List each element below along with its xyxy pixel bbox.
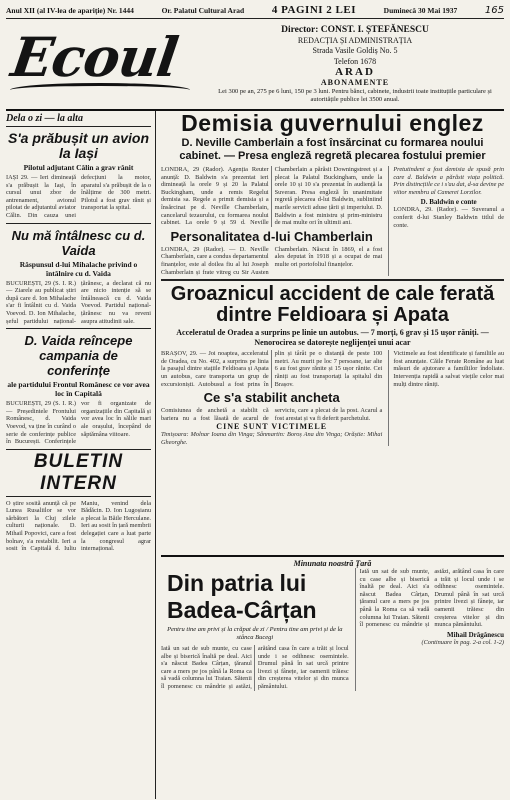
- issue-date: Duminecă 30 Mai 1937: [383, 6, 458, 15]
- ancheta-text: Comisiunea de anchetă a stabilit că bariera nu a fost lăsată de acarul de serviciu, care a plecat de la post. Acarul a fost arestat și va fi deferit parchetului.: [161, 407, 383, 422]
- accident-headline: Groaznicul accident de cale ferată dintre Feldioara și Apata: [170, 283, 495, 327]
- feature-section: [161, 555, 504, 799]
- story-vaida-conf-title: D. Vaida reîncepe campania de conferințe: [24, 333, 133, 379]
- subscription-title: ABONAMENTE: [320, 77, 390, 87]
- divider: [6, 223, 151, 224]
- accident-body: [161, 350, 382, 446]
- story-vaida-meet-sub: Răspunsul d-lui Mihalache privind o întâlnire cu d. Vaida: [19, 259, 138, 278]
- redactia-line: REDACȚIA ȘI ADMINISTRAȚIA: [297, 35, 413, 45]
- issue-info: Anul XII (al IV-lea de apariție) Nr. 1444: [6, 6, 134, 15]
- accident-article: [161, 350, 504, 446]
- feature-headline: Din patria lui Badea-Cârțan: [167, 570, 317, 623]
- main-headline: Demisia guvernului englez: [181, 111, 484, 136]
- logo-swoosh: [10, 83, 190, 97]
- baldwin-conte-title: D. Baldwin e conte: [420, 198, 477, 207]
- address-line: Strada Vasile Goldiș No. 5: [312, 46, 398, 55]
- subscription-text: Lei 300 pe an, 275 pe 6 luni, 150 pe 3 luni. Pentru bănci, cabinete, industrii toate instituțiile particulare și autoritățile publice lei 3500 anual.: [218, 88, 492, 103]
- page-content: [6, 111, 504, 799]
- chamberlain-title: Personalitatea d-lui Chamberlain: [170, 228, 373, 244]
- divider: [161, 279, 504, 281]
- main-article-body: [161, 166, 382, 276]
- buletin-title: BULETIN INTERN: [6, 449, 151, 497]
- masthead-logo-area: [6, 19, 206, 109]
- story-vaida-conf-sub: ale partidului Frontul Românesc ce vor avea loc în Capitală: [7, 380, 150, 399]
- left-column: [6, 111, 156, 799]
- top-strip: [6, 4, 504, 19]
- story-vaida-meet-text: BUCUREȘTI, 29 (S. I. R.) — Ziarele au publicat știri după care d. Ion Mihalache s'ar fi întâlnit cu d. Vaida Voevod. D. Ion Mihalache, șeful partidului național-țărănesc, a declarat că nu are nicio intenție să se întâlnească cu d. Vaida Voevod. Partidul național-țărănesc nu va reveni asupra atitudinii sale.: [6, 279, 151, 325]
- baldwin-conte-text: LONDRA, 29. (Rador). — Suveranul a conferit d-lui Stanley Baldwin titlul de conte.: [393, 206, 504, 229]
- story-plane-text: IAȘI 29. — Ieri dimineață s'a prăbușit la Iași, în cursul unui zbor de antrenament, avionul pilotat de adjutantul aviator Călin. Din cauza unei defecțiuni la motor, aparatul s'a prăbușit de la o înălțime de 300 metri. Pilotul a fost grav rănit și transportat la spital.: [6, 174, 151, 219]
- right-area: [156, 111, 504, 799]
- city-line: ARAD: [335, 66, 375, 78]
- baldwin-note: Pretutindeni a fost demisia de spusă prin care d. Baldwin a părăsit viața politică. Prin distincțiile ce i s'au dat, d-sa devine pe viitor membru al Camerei Lorzilor.: [393, 166, 504, 196]
- victims-title: CINE SUNT VICTIMELE: [216, 422, 328, 432]
- page-count: 4 PAGINI 2 LEI: [271, 4, 357, 16]
- feature-continuation: (Continuare în pag. 2-a col. 1-2): [421, 638, 504, 646]
- buletin-text: O știre sosită anunță că pe Lunea Rusaliilor se vor sărbători la Cluj zilele culturii naționale. D. Mihail Popovici, care a fost bolnav, s'a restabilit. Ieri a sosit în Capitală d. Iuliu Maniu, venind dela Bădăcin. D. Ion Lugoșianu a plecat la Băile Herculane. Ieri au sosit în țară membrii delegației care a luat parte la congresul agrar internațional.: [6, 499, 151, 553]
- story-vaida-meet-title: Nu mă întâlnesc cu d. Vaida: [11, 227, 146, 258]
- accident-side-text: Victimele au fost identificate și familiile au fost anunțate. Căile Ferate Române au luat măsuri de ajutorare a familiilor îndoliate. Intervenția rapidă a salvat viețile celor mai mulți dintre răniți.: [393, 350, 504, 388]
- feature-text: Iată un sat de sub munte, cu case albe și biserică înaltă pe deal. Aici s'a născut Badea Cârțan, țăranul care a mers pe jos până la Roma ca să vadă columna lui Traian. Sătenii îl pomenesc cu mândrie și astăzi, arătând casa în care a trăit și locul unde i se odihnesc osemintele. Drumul până în sat urcă printre livezi și fânețe, iar oamenii trăiesc din creșterea vitelor și din munca pământului.: [161, 645, 349, 690]
- accident-subhead: Acceleratul de Oradea a surprins pe linie un autobus. — 7 morți, 6 grav și 15 ușor răniți. — Nenorocirea se datorește neglijenței unui acar: [176, 328, 489, 348]
- main-side: [388, 166, 504, 276]
- victims-text: Timișoara: Molnar Ioana din Vinga; Sânmartin: Boroș Ana din Vinga; Orăștie: Mihai Gheorghe.: [161, 431, 383, 446]
- feature-signature: Mihail Drăgănescu: [447, 630, 504, 639]
- chamberlain-text: LONDRA, 29 (Rador). — D. Neville Chamberlain, care a condus departamentul finanțelor, este al doilea fiu al lui Joseph Chamberlain și frate vitreg cu Sir Austen Chamberlain. Născut în 1869, el a fost ales deputat în 1918 și a ocupat de mai multe ori portofoliul finanțelor.: [161, 245, 383, 276]
- story-vaida-conf-text: BUCUREȘTI, 29 (S. I. R.) — Președintele Frontului Românesc, d. Vaida Voevod, va ține în curând o serie de conferințe publice în București. Conferințele vor fi organizate de organizațiile din Capitală și vor avea loc în sălile mari ale orașului, începând de săptămâna viitoare.: [6, 400, 151, 446]
- phone-line: Telefon 1678: [333, 56, 377, 66]
- main-text: LONDRA, 29 (Rador). Agenția Reuter anunță: D. Baldwin s'a prezentat ieri dimineață la orele 9 și 20 la Palatul Buckingham, unde a remis Regelui demisia sa. Regele a primit demisia și a însărcinat pe d. Neville Chamberlain, cancelarul tezaurului, cu formarea noului cabinet. La orele 9 și 59 d. Neville Chamberlain a părăsit Downingstreet și a plecat la Palatul Buckingham, unde la orele 10 și 10 s'a prezentat în audiență la Suveran. Presa engleză în unanimitate regretă plecarea d-lui Baldwin, subliniind marile servicii aduse țării și imperiului. D. Baldwin a fost ministru și prim-ministru de mai multe ori în ultimii ani.: [161, 166, 383, 227]
- feature-banner: Minunata noastră Țară: [161, 555, 504, 568]
- rubric-title: Dela o zi — la alta: [6, 111, 151, 127]
- masthead-info: [206, 19, 504, 109]
- accident-text: BRAȘOV, 29. — Joi noaptea, acceleratul de Oradea, cu No. 402, a surprins pe linia la pasajul dintre stațiile Feldioara și Apata un autobus, care transporta un grup de excursioniști. Autobusul a fost prins în plin și târât pe o distanță de peste 100 metri. Au murit pe loc 7 persoane, iar alte 6 au fost grav rănite și 15 ușor rănite. Cei răniți au fost transportați la spitalul din Brașov.: [161, 350, 383, 388]
- newspaper-logo: Ecoul: [7, 25, 182, 89]
- feature-row: [161, 568, 504, 691]
- story-plane-sub: Pilotul adjutant Călin a grav rănit: [23, 163, 134, 172]
- feature-left: [161, 568, 349, 691]
- ancheta-title: Ce s'a stabilit ancheta: [203, 390, 340, 406]
- org-info: Or. Palatul Cultural Arad: [161, 6, 245, 15]
- accident-side: [388, 350, 504, 446]
- masthead: [6, 19, 504, 111]
- main-subhead: D. Neville Camberlain a fost însărcinat cu formarea noului cabinet. — Presa engleză regretă plecarea fostului premier: [179, 137, 486, 162]
- feature-poem: Pentru tine am privi și la crăpat de zi / Pentru tine am privi și de la stânca Bucegi: [167, 626, 343, 641]
- feature-right: [355, 568, 504, 691]
- feature-text-cont: Iată un sat de sub munte, cu case albe și biserică înaltă pe deal. Aici s'a născut Badea Cârțan, țăranul care a mers pe jos până la Roma ca să vadă columna lui Traian. Sătenii îl pomenesc cu mândrie și astăzi, arătând casa în care a trăit și locul unde i se odihnesc osemintele. Drumul până în sat urcă printre livezi și fânețe, iar oamenii trăiesc din creșterea vitelor și din munca pământului.: [359, 568, 504, 629]
- story-plane-title: S'a prăbușit un avion la Iași: [7, 130, 150, 161]
- divider: [6, 328, 151, 329]
- director-line: Director: CONST. I. ȘTEFĂNESCU: [281, 25, 429, 35]
- main-article: [161, 166, 504, 276]
- handwritten-number: 165: [484, 5, 504, 16]
